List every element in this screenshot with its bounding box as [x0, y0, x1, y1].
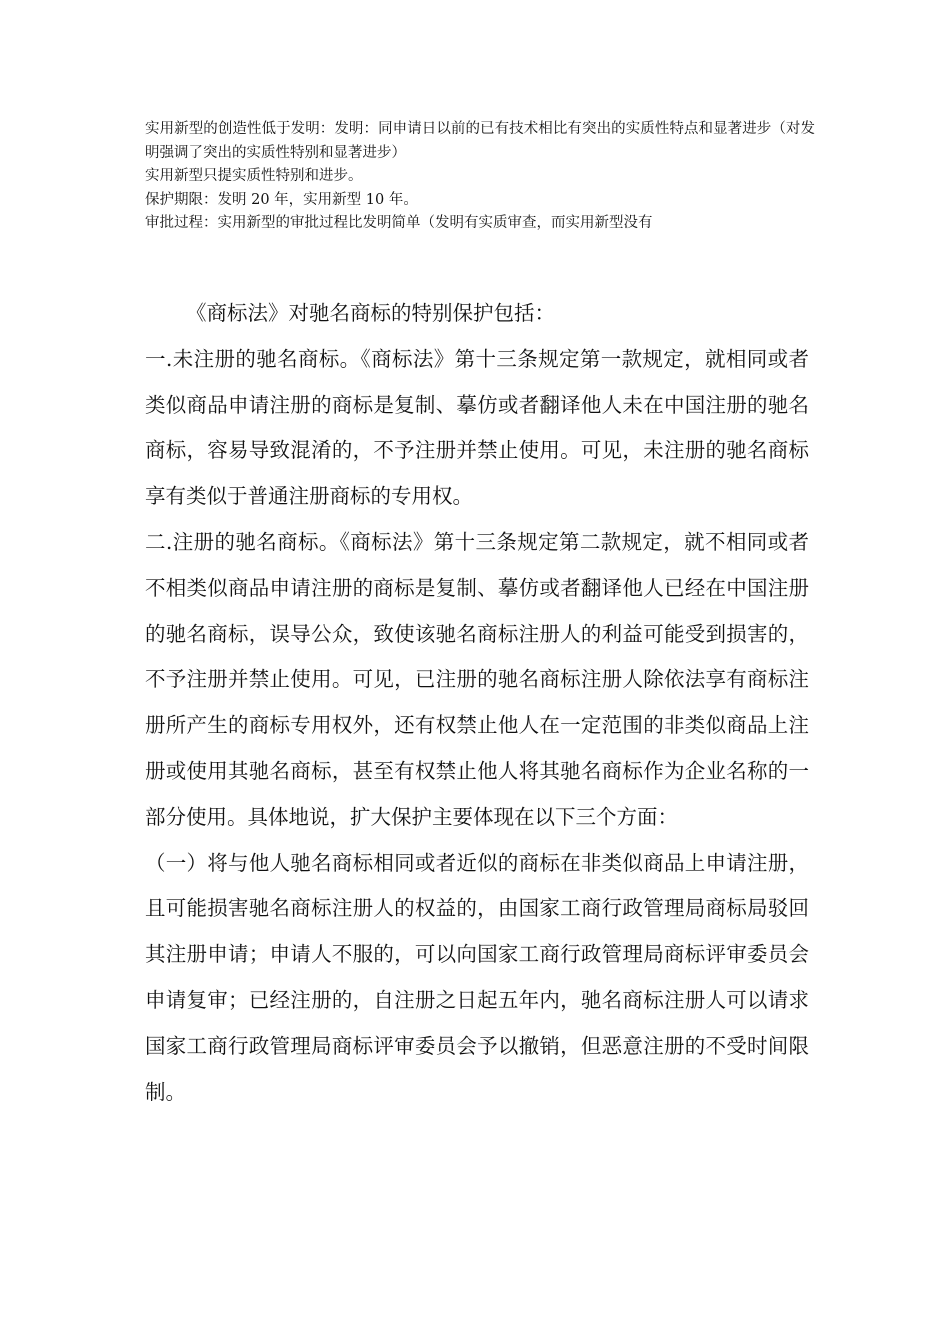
- section-heading: 《商标法》对驰名商标的特别保护包括：: [186, 301, 555, 325]
- paragraph-registered-mark: 二.注册的驰名商标。《商标法》第十三条规定第二款规定，就不相同或者不相类似商品申请注册的商标是复制、摹仿或者翻译他人已经在中国注册的驰名商标，误导公众，致使该驰名商标注册人的利益可能受到损害的，不予注册并禁止使用。可见，已注册的驰名商标注册人除依法享有商标注册所产生的商标专用权外，还有权禁止他人在一定范围的非类似商品上注册或使用其驰名商标，甚至有权禁止他人将其驰名商标作为企业名称的一部分使用。具体地说，扩大保护主要体现在以下三个方面：: [145, 529, 809, 829]
- note-utility-model: 实用新型只提实质性特别和进步。: [145, 168, 363, 184]
- notes-section: [145, 118, 815, 236]
- note-protection-period: 保护期限：发明 20 年，实用新型 10 年。: [145, 191, 418, 208]
- main-section: [145, 291, 809, 1115]
- note-invention-comparison: 实用新型的创造性低于发明：发明：同申请日以前的已有技术相比有突出的实质性特点和显著进步（对发明强调了突出的实质性特别和显著进步）: [145, 121, 815, 161]
- paragraph-unregistered-mark: 一.未注册的驰名商标。《商标法》第十三条规定第一款规定，就相同或者类似商品申请注册的商标是复制、摹仿或者翻译他人未在中国注册的驰名商标，容易导致混淆的，不予注册并禁止使用。可见，未注册的驰名商标享有类似于普通注册商标的专用权。: [145, 346, 809, 509]
- paragraph-item-one: （一）将与他人驰名商标相同或者近似的商标在非类似商品上申请注册，且可能损害驰名商标注册人的权益的，由国家工商行政管理局商标局驳回其注册申请；申请人不服的，可以向国家工商行政管理局商标评审委员会申请复审；已经注册的，自注册之日起五年内，驰名商标注册人可以请求国家工商行政管理局商标评审委员会予以撤销，但恶意注册的不受时间限制。: [145, 850, 809, 1104]
- note-approval-process: 审批过程：实用新型的审批过程比发明简单（发明有实质审查，而实用新型没有: [145, 215, 653, 231]
